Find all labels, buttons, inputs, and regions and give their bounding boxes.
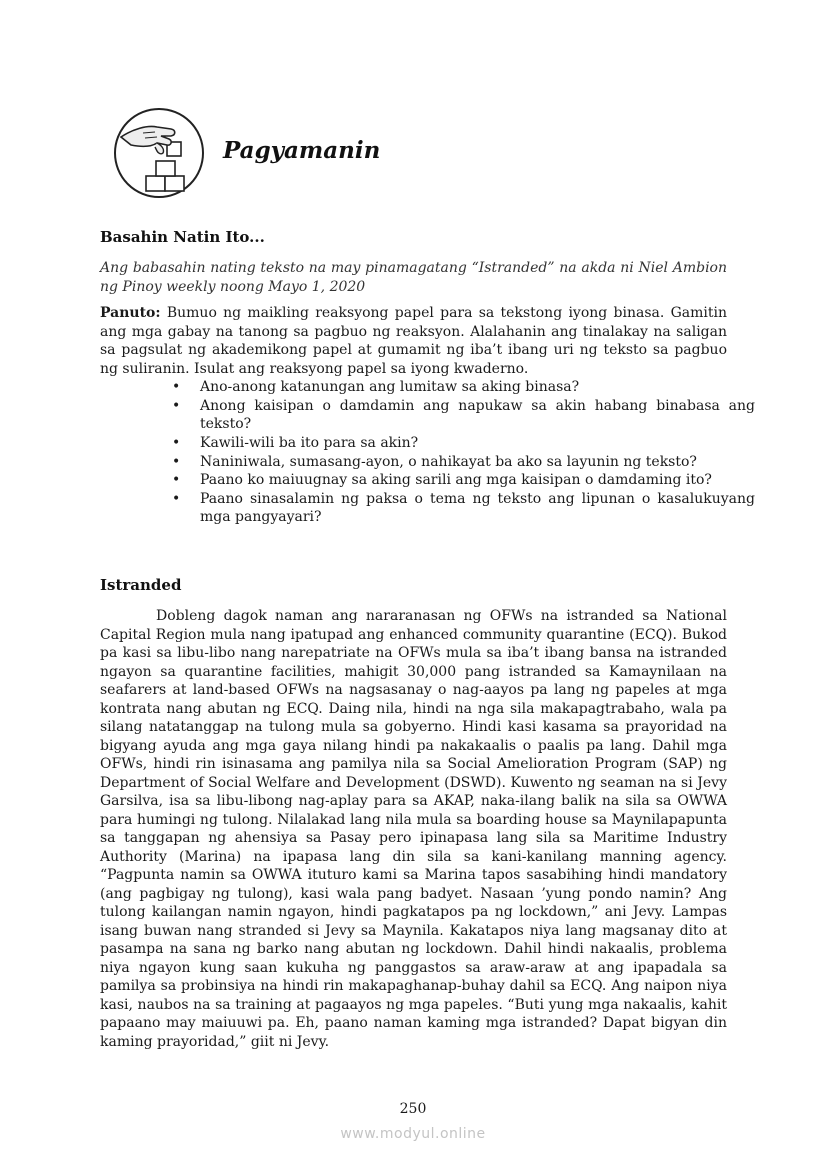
instructions-label: Panuto: xyxy=(100,305,161,321)
reading-intro: Ang babasahin nating teksto na may pinamagatang “Istranded” na akda ni Niel Ambion ng Pinoy weekly noong Mayo 1, 2020 xyxy=(100,260,727,295)
page-number: 250 xyxy=(399,1101,427,1117)
section-title: Pagyamanin xyxy=(223,137,381,164)
hand-stacking-blocks-icon xyxy=(113,107,205,199)
instructions-text: Bumuo ng maikling reaksyong papel para sa tekstong iyong binasa. Gamitin ang mga gabay na tanong sa pagbuo ng reaksyon. Alalahanin ang tinalakay na saligan sa pagsulat ng akademikong papel at gumamit ng iba’t ibang uri ng teksto sa pagbuo ng suliranin. Isulat ang reaksyong papel sa iyong kwaderno. xyxy=(100,305,727,377)
guide-questions-list xyxy=(172,378,755,527)
instructions-paragraph xyxy=(100,304,727,378)
list-item: • Ano-anong katanungan ang lumitaw sa aking binasa? xyxy=(200,378,755,397)
list-item: • Kawili-wili ba ito para sa akin? xyxy=(200,434,755,453)
article-body: Dobleng dagok naman ang nararanasan ng OFWs na istranded sa National Capital Region mula nang ipatupad ang enhanced community quarantine (ECQ). Bukod pa kasi sa libu-libo nang narepatriate na OFWs mula sa iba’t ibang bansa na istranded ngayon sa quarantine facilities, mahigit 30,000 pang istranded sa Kamaynilaan na seafarers at land-based OFWs na nagsasanay o nag-aayos pa lang ng papeles at mga kontrata nang abutan ng ECQ. Daing nila, hindi na nga sila makapagtrabaho, wala pa silang natatanggap na tulong mula sa gobyerno. Hindi kasi kasama sa prayoridad na bigyang ayuda ang mga gaya nilang hindi pa nakakaalis o paalis pa lang. Dahil mga OFWs, hindi rin isinasama ang pamilya nila sa Social Amelioration Program (SAP) ng Department of Social Welfare and Development (DSWD). Kuwento ng seaman na si Jevy Garsilva, isa sa libu-libong nag-aplay para sa AKAP, naka-ilang balik na sila sa OWWA para humingi ng tulong. Nilalakad lang nila mula sa boarding house sa Maynilapapunta sa tanggapan ng ahensiya sa Pasay pero ipinapasa lang sila sa Maritime Industry Authority (Marina) na ipapasa lang din sila sa kani-kanilang manning agency. “Pagpunta namin sa OWWA ituturo kami sa Marina tapos sasabihing hindi mandatory (ang pagbigay ng tulong), kasi wala pang badyet. Nasaan ’yung pondo namin? Ang tulong kailangan namin ngayon, hindi pagkatapos pa ng lockdown,” ani Jevy. Lampas isang buwan nang stranded si Jevy sa Maynila. Kakatapos niya lang magsanay dito at pasampa na sana ng barko nang abutan ng lockdown. Dahil hindi nakaalis, problema niya ngayon kung saan kukuha ng panggastos sa araw-araw at ang ipapadala sa pamilya sa probinsiya na hindi rin makapaghanap-buhay dahil sa ECQ. Ang naipon niya kasi, naubos na sa training at pagaayos ng mga papeles. “Buti yung mga nakaalis, kahit papaano may maiuuwi pa. Eh, paano naman kaming mga istranded? Dapat bigyan din kaming prayoridad,” giit ni Jevy. xyxy=(100,608,727,1050)
article-title: Istranded xyxy=(100,576,182,594)
watermark: www.modyul.online xyxy=(340,1126,486,1142)
list-item: • Paano sinasalamin ng paksa o tema ng teksto ang lipunan o kasalukuyang mga pangyayari? xyxy=(200,490,755,527)
list-item: • Paano ko maiuugnay sa aking sarili ang mga kaisipan o damdaming ito? xyxy=(200,471,755,490)
reading-heading: Basahin Natin Ito... xyxy=(100,228,265,246)
list-item: • Anong kaisipan o damdamin ang napukaw sa akin habang binabasa ang teksto? xyxy=(200,397,755,434)
list-item: • Naniniwala, sumasang-ayon, o nahikayat ba ako sa layunin ng teksto? xyxy=(200,453,755,472)
